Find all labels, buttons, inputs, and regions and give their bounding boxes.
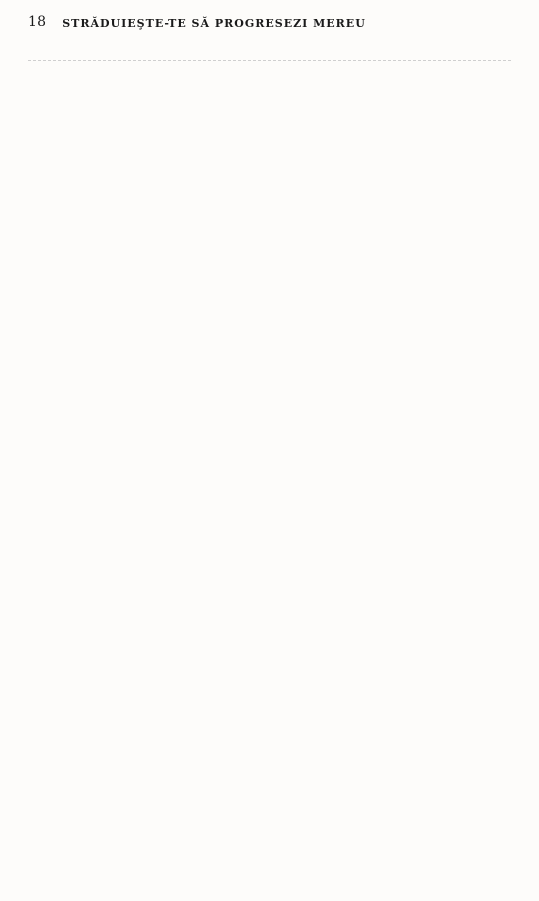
page-number: 18 [28,14,47,30]
running-header [28,14,511,42]
body-text-region [28,60,511,71]
running-header-title: STRĂDUIEŞTE-TE SĂ PROGRESEZI MEREU [62,17,366,30]
